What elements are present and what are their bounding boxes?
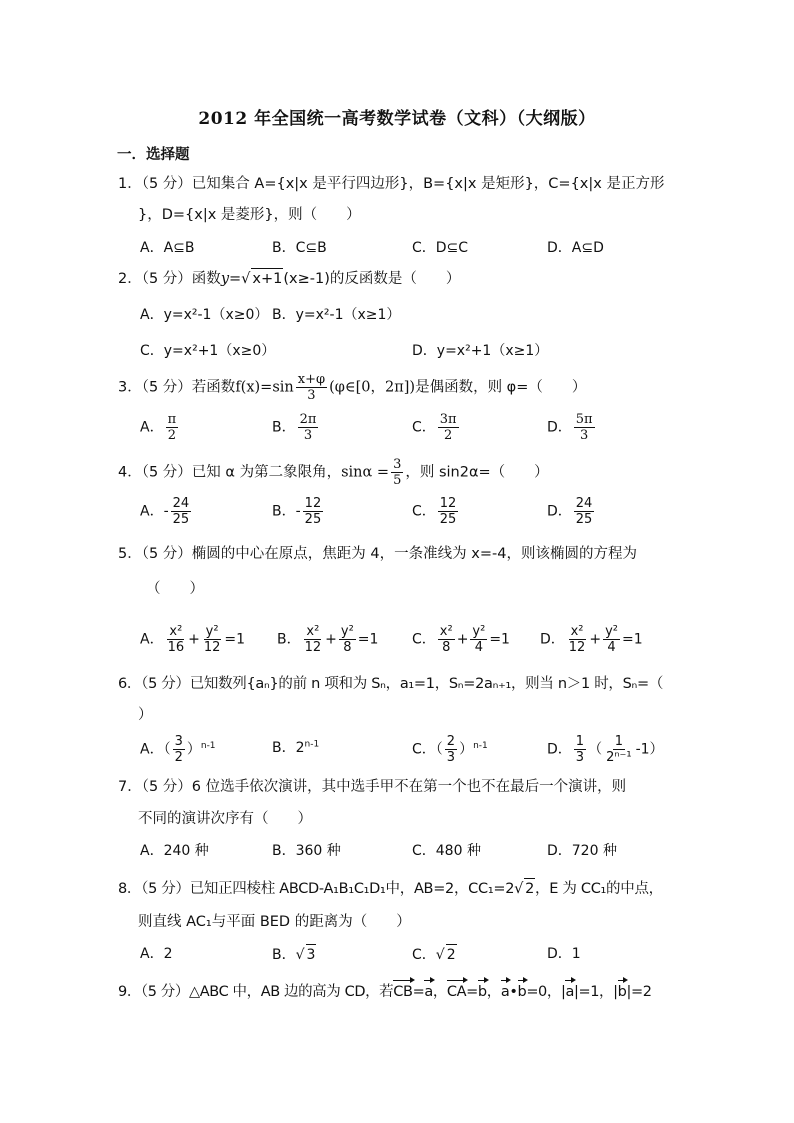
q6-option-a: A．（ $\frac{3}{2}$ ）$^{n-1}$: [140, 734, 216, 765]
q8-option-c-label: C．: [412, 947, 436, 963]
q8-text-b: ，E 为 CC₁的中点，: [535, 881, 663, 897]
q3-option-d-label: D．: [547, 419, 572, 436]
q8-radicand: 2: [524, 878, 535, 899]
q5-option-a-n2: y²: [205, 624, 219, 639]
q5-option-c-label: C．: [412, 631, 436, 648]
q5-option-c-d1: 8: [442, 640, 451, 655]
q3-numerator: x+φ: [297, 372, 326, 387]
q8-text-a: 8．（5 分）已知正四棱柱 ABCD-A₁B₁C₁D₁中，AB=2，CC₁=2: [118, 881, 515, 897]
q5-option-a-frac-y: [202, 624, 223, 655]
q8-option-a: A．2: [140, 946, 173, 962]
q4-option-b-den: 25: [304, 512, 322, 527]
q1-option-d: D．A⊆D: [547, 240, 604, 256]
q7-option-b: B．360 种: [272, 843, 341, 859]
q4-option-d-den: 25: [575, 512, 593, 527]
q4-option-d-num: 24: [575, 496, 593, 511]
q5-option-b: B． $\frac{\text{x²}}{12}$ + $\frac{\text{y²}}{8}$ =1: [277, 624, 379, 655]
q3-option-b-den: 3: [303, 428, 313, 443]
q6-option-c-label: C．: [412, 741, 436, 758]
q9-vector-a-2: a: [500, 984, 510, 1000]
q5-option-d-label: D．: [540, 631, 565, 648]
q8-option-c-radicand: 2: [446, 944, 457, 965]
q6-option-d: D． $\frac{1}{3}$ （ $\frac{1}{\text{2ⁿ⁻¹}}$ -1）: [547, 734, 664, 765]
q4-option-b-sign: -: [295, 503, 301, 520]
q6-option-a-den: 2: [174, 750, 183, 765]
q4-suffix: ，则 sin2α=（ ）: [405, 464, 549, 481]
q4-prefix: 4．（5 分）已知 α 为第二象限角，: [118, 464, 342, 481]
q3-range: (φ∈[0，2π]): [329, 379, 416, 396]
section-heading: 一．选择题: [117, 147, 190, 163]
q6-option-c-num: 2: [446, 734, 456, 749]
q8-option-c: C．√ 2: [412, 944, 457, 965]
q5-option-d-n1: x²: [570, 624, 584, 639]
q3-option-d: [547, 412, 597, 443]
question-5-line-2: （ ）: [146, 581, 204, 597]
q5-option-c-d2: 4: [474, 640, 484, 655]
q3-option-c-den: 2: [444, 428, 453, 443]
q6-option-c-fraction: [445, 734, 457, 765]
q4-option-b-num: 12: [304, 496, 322, 511]
q3-option-c-num: 3π: [439, 412, 457, 427]
q3-option-c-fraction: [438, 412, 459, 443]
q4-option-c-label: C．: [412, 503, 436, 520]
q5-option-a-d2: 12: [203, 640, 221, 655]
q6-option-d-num2: 1: [614, 734, 623, 749]
q6-option-d-num: 1: [575, 734, 585, 749]
q5-option-b-d1: 12: [304, 640, 322, 655]
q3-option-b-num: 2π: [299, 412, 317, 427]
q9-vector-b-2: b: [517, 984, 527, 1000]
q4-option-b: [272, 496, 325, 527]
question-9-line-1: [118, 982, 652, 1002]
q9-eq-1: =: [412, 984, 425, 1000]
q9-sep-1: ，: [432, 984, 447, 1000]
q7-option-a: A．240 种: [140, 843, 209, 859]
q3-denominator: 3: [307, 388, 316, 403]
q2-suffix: 的反函数是（ ）: [329, 271, 461, 287]
q2-option-b: B．y=x²-1（x≥1）: [272, 307, 401, 323]
q9-tail-2: |=1，|: [573, 984, 618, 1000]
q3-option-b-label: B．: [272, 419, 296, 436]
q7-option-c: C．480 种: [412, 843, 481, 859]
q8-option-d: D．1: [547, 946, 581, 962]
question-8-line-1: 8．（5 分）已知正四棱柱 ABCD-A₁B₁C₁D₁中，AB=2，CC₁=2√ 2，E 为 CC₁的中点，: [118, 878, 663, 899]
q3-function: f(x)=sin: [235, 379, 294, 396]
q5-option-c-eq: =1: [489, 631, 510, 648]
q6-option-c: C．（ $\frac{2}{3}$ ）$^{n-1}$: [412, 734, 488, 765]
question-7-line-2: 不同的演讲次序有（ ）: [138, 811, 312, 827]
question-1-line-1: 1．（5 分）已知集合 A={x|x 是平行四边形}，B={x|x 是矩形}，C={x|x 是正方形: [118, 176, 665, 192]
q6-option-d-fraction-2: [604, 734, 634, 765]
q9-eq-2: =: [466, 984, 478, 1000]
q4-fraction: [391, 457, 403, 488]
q4-option-a-sign: -: [163, 503, 169, 520]
q5-option-b-label: B．: [277, 631, 301, 648]
q8-option-b-radicand: 3: [306, 944, 317, 965]
q9-tail-3: |=2: [626, 984, 652, 1000]
q3-prefix: 3．（5 分）若函数: [118, 379, 236, 396]
q4-option-a-den: 25: [172, 512, 190, 527]
q5-option-c-frac-y: [470, 624, 487, 655]
q6-option-c-exp: n-1: [473, 740, 488, 751]
question-5-line-1: 5．（5 分）椭圆的中心在原点，焦距为 4，一条准线为 x=-4，则该椭圆的方程为: [118, 546, 637, 562]
question-3-line-1: [118, 372, 586, 403]
q9-vector-b: b: [477, 984, 487, 1000]
q2-prefix: 2．（5 分）函数: [118, 271, 221, 287]
q6-option-d-den: 3: [575, 750, 585, 765]
q5-option-c-n1: x²: [439, 624, 453, 639]
question-4-line-1: [118, 457, 549, 488]
q5-option-a-label: A．: [140, 631, 164, 648]
q6-option-b-base: 2: [295, 740, 305, 756]
q3-option-d-den: 3: [580, 428, 589, 443]
q5-option-a-eq: =1: [224, 631, 246, 648]
q5-option-a-d1: 16: [167, 640, 185, 655]
q5-option-a: A． $\frac{\text{x²}}{16}$ + $\frac{\text{y²}}{12}$ =1: [140, 624, 246, 655]
q3-option-a: [140, 412, 180, 443]
q4-option-a-num: 24: [172, 496, 190, 511]
q2-domain: (x≥-1): [283, 271, 330, 287]
q6-option-c-den: 3: [446, 750, 456, 765]
q4-numerator: 3: [393, 457, 402, 472]
q6-option-a-num: 3: [174, 734, 183, 749]
q4-option-c: [412, 496, 460, 527]
q4-option-c-num: 12: [439, 496, 457, 511]
q5-option-b-frac-y: [339, 624, 356, 655]
q2-function: y=: [220, 271, 242, 287]
q5-option-d-frac-x: [567, 624, 588, 655]
q9-sep-2: ，: [486, 984, 501, 1000]
q3-option-a-num: π: [167, 412, 177, 427]
q3-fraction: [296, 372, 327, 403]
q6-option-d-den2: 2ⁿ⁻¹: [606, 750, 632, 765]
q3-option-b-fraction: [298, 412, 319, 443]
q5-option-c: C． $\frac{\text{x²}}{8}$ + $\frac{\text{y²}}{4}$ =1: [412, 624, 510, 655]
question-6-line-2: ）: [138, 707, 153, 723]
q6-option-a-exp: n-1: [200, 740, 216, 751]
q6-option-b-label: B．: [272, 740, 296, 756]
q6-option-a-fraction: [173, 734, 185, 765]
q4-denominator: 5: [393, 473, 402, 488]
q3-option-c: [412, 412, 461, 443]
q3-option-a-den: 2: [167, 428, 176, 443]
q6-option-d-tail: -1）: [635, 741, 664, 758]
q3-option-c-label: C．: [412, 419, 436, 436]
q3-option-b: [272, 412, 320, 443]
q6-option-b: [272, 738, 319, 758]
q4-option-c-fraction: [438, 496, 459, 527]
page-title: 2012 年全国统一高考数学试卷（文科）（大纲版）: [198, 109, 596, 129]
q5-option-a-n1: x²: [169, 624, 183, 639]
q8-option-b-label: B．: [272, 947, 296, 963]
q4-option-d: [547, 496, 596, 527]
question-1-line-2: }，D={x|x 是菱形}，则（ ）: [138, 207, 361, 223]
q3-suffix: 是偶函数，则 φ=（ ）: [415, 379, 587, 396]
q5-option-b-n1: x²: [306, 624, 320, 639]
q1-option-c: C．D⊆C: [412, 240, 469, 256]
q9-vector-cb: CB: [393, 984, 413, 1000]
q8-option-b: B．√ 3: [272, 944, 316, 965]
question-2-line-1: 2．（5 分）函数y=√ x+1(x≥-1)的反函数是（ ）: [118, 268, 460, 289]
q5-option-b-frac-x: [303, 624, 324, 655]
q4-option-a: [140, 496, 193, 527]
q5-option-d-d1: 12: [568, 640, 586, 655]
q6-option-b-exp: n-1: [304, 739, 320, 750]
q1-option-a: A．A⊆B: [140, 240, 195, 256]
q9-vector-a: a: [424, 984, 433, 1000]
q3-option-a-label: A．: [140, 419, 164, 436]
q2-option-c: C．y=x²+1（x≥0）: [140, 343, 276, 359]
q3-option-d-num: 5π: [575, 412, 593, 427]
q6-option-d-fraction: [574, 734, 586, 765]
question-8-line-2: 则直线 AC₁与平面 BED 的距离为（ ）: [138, 914, 411, 930]
q9-dot: •: [509, 984, 518, 1000]
q4-option-b-label: B．: [272, 503, 296, 520]
question-7-line-1: 7．（5 分）6 位选手依次演讲，其中选手甲不在第一个也不在最后一个演讲，则: [118, 779, 627, 795]
q6-option-d-label: D．: [547, 741, 572, 758]
q5-option-c-frac-x: [438, 624, 455, 655]
q5-option-d-n2: y²: [605, 624, 618, 639]
q5-option-b-n2: y²: [340, 624, 354, 639]
q6-option-a-label: A．: [140, 741, 164, 758]
q5-option-d: D． $\frac{\text{x²}}{12}$ + $\frac{\text{y²}}{4}$ =1: [540, 624, 643, 655]
q5-option-d-d2: 4: [607, 640, 616, 655]
q9-vector-a-3: a: [565, 984, 574, 1000]
q2-option-d: D．y=x²+1（x≥1）: [412, 343, 549, 359]
q7-option-d: D．720 种: [547, 843, 617, 859]
q4-sin: sinα =: [341, 464, 390, 481]
q4-option-c-den: 25: [439, 512, 457, 527]
question-6-line-1: 6．（5 分）已知数列{aₙ}的前 n 项和为 Sₙ，a₁=1，Sₙ=2aₙ₊₁，则当 n＞1 时，Sₙ=（: [118, 676, 664, 692]
q2-option-a: A．y=x²-1（x≥0）: [140, 307, 269, 323]
q9-tail-1: =0，|: [526, 984, 566, 1000]
q5-option-d-frac-y: [603, 624, 620, 655]
q5-option-b-d2: 8: [343, 640, 352, 655]
q5-option-b-eq: =1: [357, 631, 379, 648]
q4-option-a-label: A．: [140, 503, 164, 520]
q4-option-d-label: D．: [547, 503, 572, 520]
q3-option-a-fraction: [166, 412, 179, 443]
q4-option-b-fraction: [303, 496, 324, 527]
q5-option-a-frac-x: [166, 624, 187, 655]
q5-option-c-n2: y²: [472, 624, 486, 639]
q5-option-d-eq: =1: [621, 631, 643, 648]
q4-option-a-fraction: [171, 496, 192, 527]
q1-option-b: B．C⊆B: [272, 240, 327, 256]
q9-vector-b-3: b: [617, 984, 627, 1000]
q4-option-d-fraction: [574, 496, 595, 527]
q3-option-d-fraction: [574, 412, 595, 443]
q2-radicand: x+1: [251, 268, 283, 289]
q9-prefix: 9．（5 分）△ABC 中，AB 边的高为 CD，若: [118, 984, 394, 1000]
q9-vector-ca: CA: [446, 984, 467, 1000]
